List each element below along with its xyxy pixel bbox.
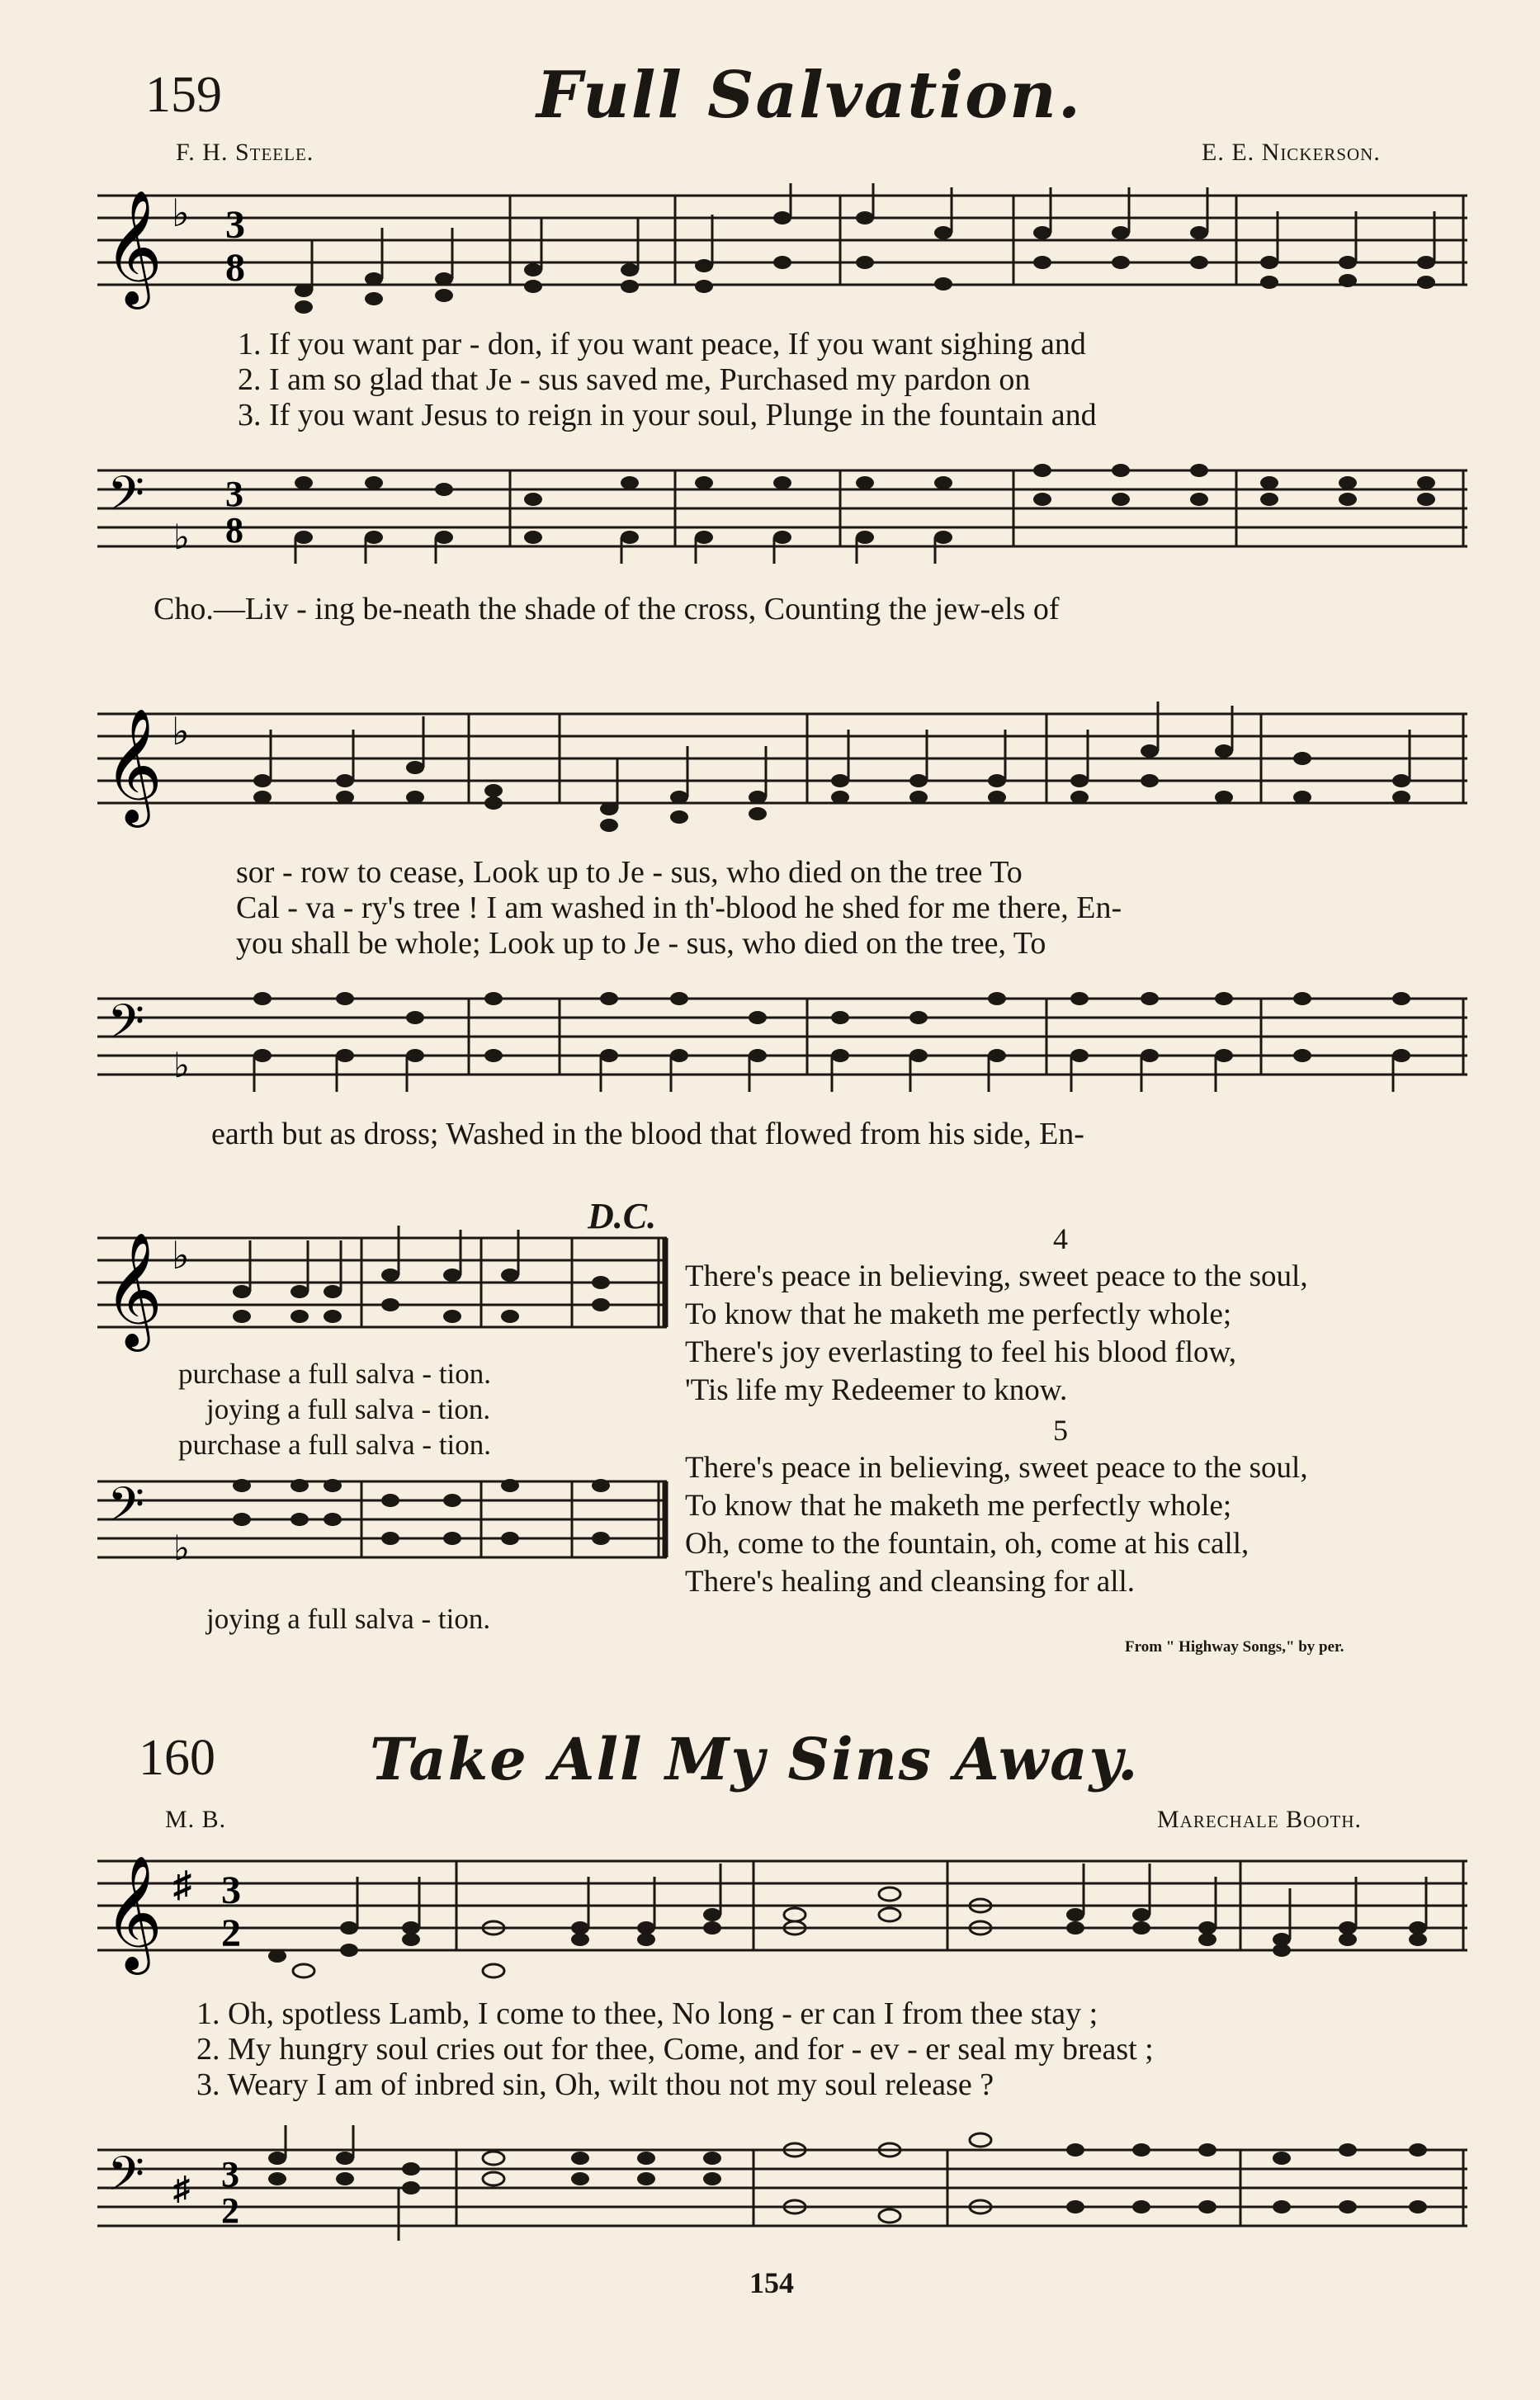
svg-text:𝄞: 𝄞	[104, 1855, 163, 1970]
verse-3-line: 3. Weary I am of inbred sin, Oh, wilt thou not my soul release ?	[196, 2067, 994, 2102]
stanza-line: There's peace in believing, sweet peace to the soul,	[685, 1259, 1308, 1293]
treble-staff	[97, 183, 1477, 324]
verse-1-line: purchase a full salva - tion.	[178, 1358, 492, 1390]
stanza-line: To know that he maketh me perfectly whole;	[685, 1297, 1232, 1331]
lyricist-credit: F. H. Steele.	[176, 139, 314, 166]
chorus-line: joying a full salva - tion.	[206, 1603, 491, 1635]
svg-text:♭: ♭	[172, 1235, 190, 1277]
page-number: 154	[749, 2266, 794, 2299]
bass-staff	[97, 458, 1477, 565]
hymn-title: Take All My Sins Away.	[370, 1725, 1140, 1793]
svg-text:♯: ♯	[173, 1864, 191, 1905]
treble-staff	[97, 1849, 1477, 1989]
source-note: From " Highway Songs," by per.	[1125, 1638, 1344, 1656]
stanza-line: To know that he maketh me perfectly whole;	[685, 1489, 1232, 1523]
stanza-5	[685, 1413, 1436, 1601]
hymn-title: Full Salvation.	[536, 58, 1083, 133]
svg-text:♭: ♭	[173, 1530, 190, 1568]
svg-text:♭: ♭	[172, 192, 190, 234]
stanza-line: Oh, come to the fountain, oh, come at his call,	[685, 1527, 1249, 1561]
stanza-line: There's peace in believing, sweet peace to the soul,	[685, 1451, 1308, 1485]
verse-2-line: Cal - va - ry's tree ! I am washed in th'-blood he shed for me there, En-	[236, 891, 1122, 925]
svg-text:𝄢: 𝄢	[107, 465, 145, 533]
hymn-number: 160	[139, 1730, 215, 1786]
chorus-line: Cho.—Liv - ing be-neath the shade of the cross, Counting the jew-els of	[154, 592, 1060, 626]
svg-text:♭: ♭	[173, 1047, 190, 1085]
svg-text:𝄞: 𝄞	[104, 708, 163, 823]
verse-2-line: 2. My hungry soul cries out for thee, Come, and for - ev - er seal my breast ;	[196, 2032, 1154, 2067]
verse-1-line: sor - row to cease, Look up to Je - sus, who died on the tree To	[236, 855, 1023, 890]
svg-text:𝄢: 𝄢	[107, 1476, 145, 1544]
treble-staff	[97, 702, 1477, 842]
stanza-line: There's healing and cleansing for all.	[685, 1565, 1136, 1599]
svg-text:3: 3	[221, 1869, 241, 1912]
verse-1-line: 1. If you want par - don, if you want peace, If you want sighing and	[238, 327, 1086, 361]
stanza-line: There's joy everlasting to feel his blood flow,	[685, 1335, 1237, 1369]
stanza-number: 4	[1053, 1222, 1068, 1255]
svg-text:3: 3	[221, 2154, 239, 2194]
treble-staff	[97, 1226, 675, 1366]
lyricist-credit: M. B.	[165, 1806, 227, 1833]
svg-text:2: 2	[221, 1911, 241, 1955]
chorus-line: earth but as dross; Washed in the blood that flowed from his side, En-	[211, 1117, 1084, 1151]
hymn-number: 159	[145, 67, 222, 123]
verse-3-line: purchase a full salva - tion.	[178, 1429, 492, 1461]
stanza-number: 5	[1053, 1414, 1068, 1447]
svg-text:2: 2	[221, 2190, 239, 2231]
svg-text:♯: ♯	[173, 2170, 190, 2207]
svg-text:8: 8	[225, 510, 243, 550]
composer-credit: E. E. Nickerson.	[1202, 139, 1381, 166]
verse-3-line: you shall be whole; Look up to Je - sus, who died on the tree, To	[236, 926, 1046, 961]
svg-text:♭: ♭	[172, 711, 190, 753]
svg-text:𝄞: 𝄞	[104, 190, 163, 305]
stanza-4	[685, 1221, 1436, 1410]
dc-mark: D.C.	[588, 1196, 657, 1236]
svg-text:3: 3	[225, 203, 245, 247]
svg-text:𝄢: 𝄢	[107, 2146, 145, 2213]
verse-2-line: 2. I am so glad that Je - sus saved me, Purchased my pardon on	[238, 362, 1031, 397]
bass-staff	[97, 1469, 675, 1585]
svg-text:♭: ♭	[173, 519, 190, 557]
svg-text:8: 8	[225, 246, 245, 290]
verse-2-line: joying a full salva - tion.	[206, 1393, 491, 1425]
stanza-line: 'Tis life my Redeemer to know.	[685, 1373, 1068, 1407]
svg-text:𝄞: 𝄞	[104, 1232, 163, 1347]
svg-text:3: 3	[225, 474, 243, 514]
svg-text:𝄢: 𝄢	[107, 994, 145, 1061]
composer-credit: Marechale Booth.	[1157, 1806, 1363, 1833]
bass-staff	[97, 986, 1477, 1094]
verse-1-line: 1. Oh, spotless Lamb, I come to thee, No long - er can I from thee stay ;	[196, 1996, 1098, 2031]
bass-staff	[97, 2125, 1477, 2249]
verse-3-line: 3. If you want Jesus to reign in your soul, Plunge in the fountain and	[238, 398, 1097, 432]
